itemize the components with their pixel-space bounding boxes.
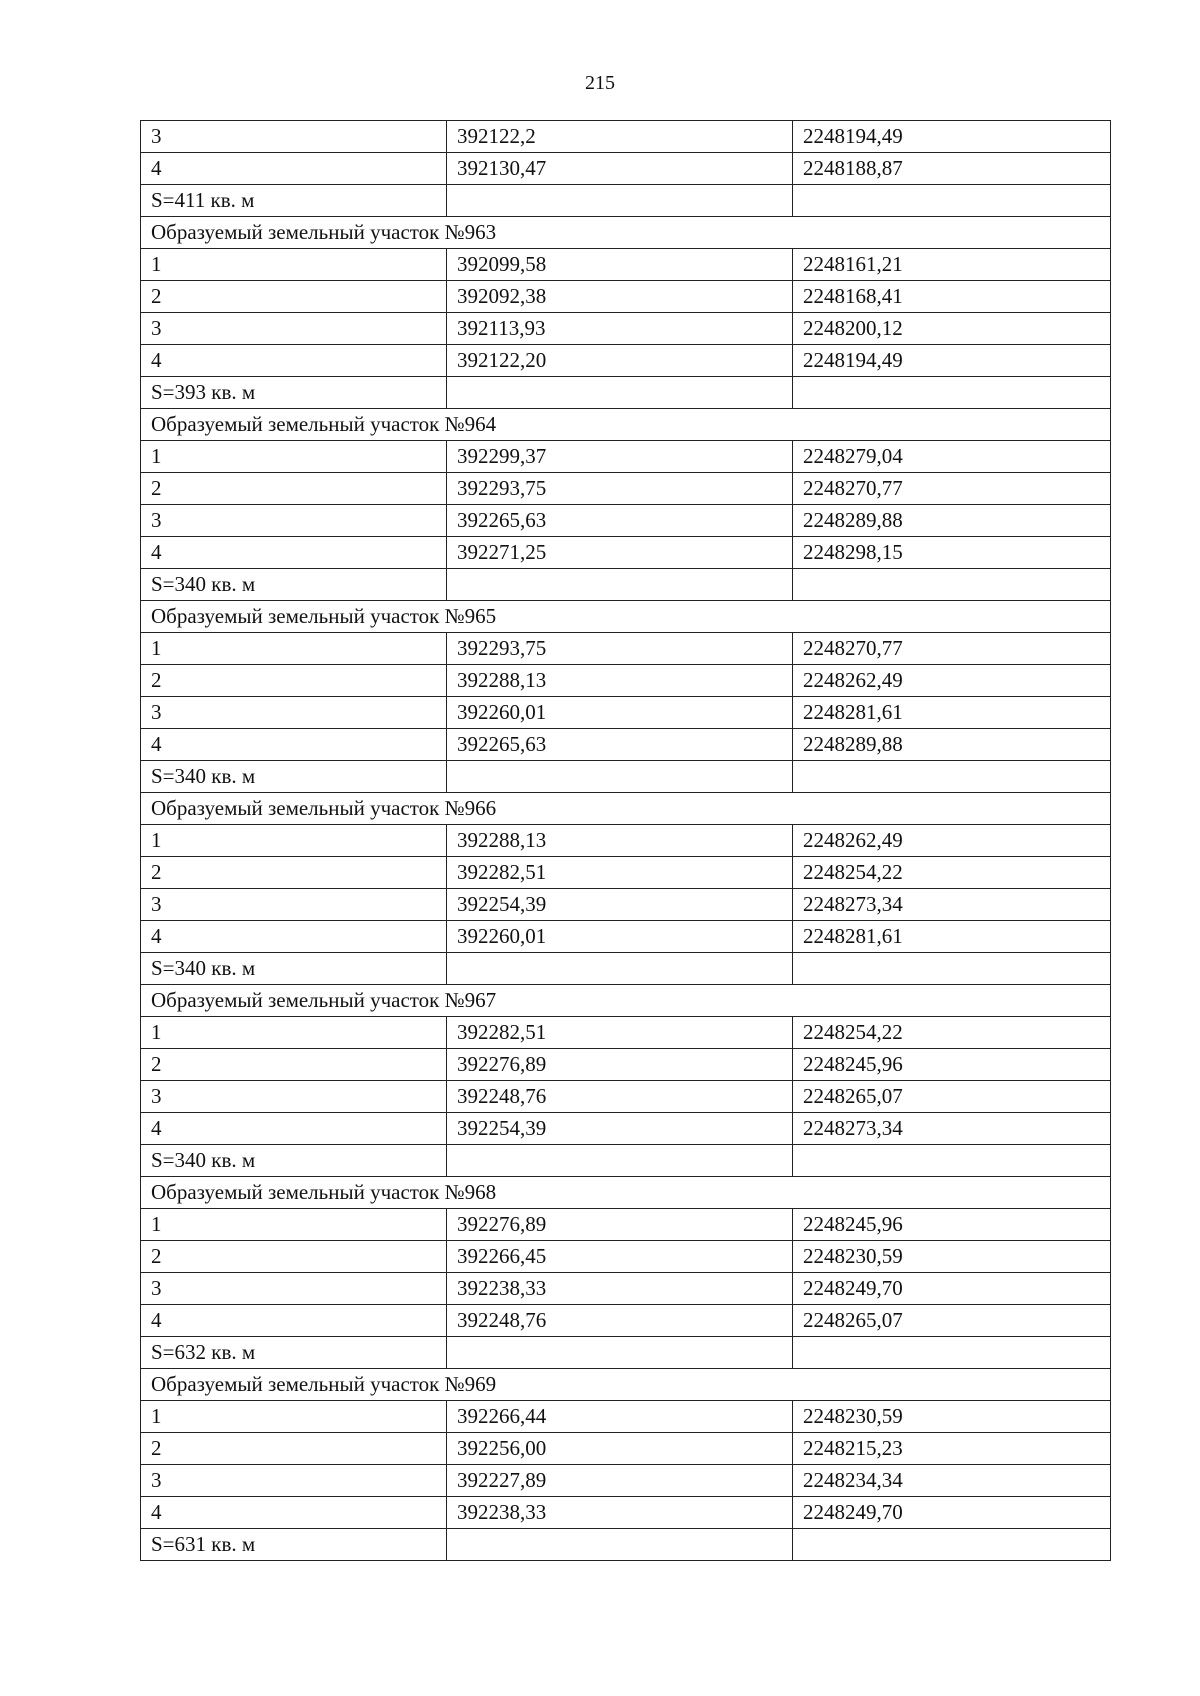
parcel-heading-row (141, 1177, 1111, 1209)
point-row (141, 473, 1111, 505)
x-coordinate-cell: 392288,13 (447, 825, 793, 857)
point-number-cell: 1 (141, 1401, 447, 1433)
y-coordinate-cell: 2248273,34 (793, 889, 1111, 921)
point-number-cell: 3 (141, 313, 447, 345)
point-number-cell: 4 (141, 921, 447, 953)
point-row (141, 153, 1111, 185)
point-number-cell: 4 (141, 1497, 447, 1529)
point-row (141, 313, 1111, 345)
empty-cell (793, 185, 1111, 217)
x-coordinate-cell: 392248,76 (447, 1081, 793, 1113)
x-coordinate-cell: 392113,93 (447, 313, 793, 345)
point-row (141, 1497, 1111, 1529)
y-coordinate-cell: 2248194,49 (793, 345, 1111, 377)
x-coordinate-cell: 392282,51 (447, 857, 793, 889)
y-coordinate-cell: 2248245,96 (793, 1049, 1111, 1081)
empty-cell (447, 185, 793, 217)
parcel-heading: Образуемый земельный участок №963 (141, 217, 1111, 249)
y-coordinate-cell: 2248234,34 (793, 1465, 1111, 1497)
y-coordinate-cell: 2248281,61 (793, 921, 1111, 953)
x-coordinate-cell: 392122,2 (447, 121, 793, 153)
y-coordinate-cell: 2248273,34 (793, 1113, 1111, 1145)
point-row (141, 921, 1111, 953)
empty-cell (793, 761, 1111, 793)
x-coordinate-cell: 392293,75 (447, 473, 793, 505)
point-number-cell: 3 (141, 697, 447, 729)
point-number-cell: 3 (141, 1273, 447, 1305)
y-coordinate-cell: 2248188,87 (793, 153, 1111, 185)
point-number-cell: 1 (141, 1017, 447, 1049)
area-cell: S=340 кв. м (141, 1145, 447, 1177)
point-row (141, 121, 1111, 153)
point-number-cell: 4 (141, 729, 447, 761)
coordinates-table-body (141, 121, 1111, 1561)
point-row (141, 1113, 1111, 1145)
point-row (141, 1081, 1111, 1113)
parcel-area-row (141, 1337, 1111, 1369)
point-row (141, 441, 1111, 473)
y-coordinate-cell: 2248289,88 (793, 729, 1111, 761)
parcel-area-row (141, 761, 1111, 793)
y-coordinate-cell: 2248289,88 (793, 505, 1111, 537)
point-number-cell: 3 (141, 1465, 447, 1497)
x-coordinate-cell: 392248,76 (447, 1305, 793, 1337)
point-number-cell: 2 (141, 1241, 447, 1273)
point-number-cell: 4 (141, 345, 447, 377)
empty-cell (447, 1337, 793, 1369)
x-coordinate-cell: 392271,25 (447, 537, 793, 569)
parcel-heading: Образуемый земельный участок №965 (141, 601, 1111, 633)
y-coordinate-cell: 2248249,70 (793, 1273, 1111, 1305)
empty-cell (793, 377, 1111, 409)
point-number-cell: 2 (141, 665, 447, 697)
y-coordinate-cell: 2248270,77 (793, 633, 1111, 665)
y-coordinate-cell: 2248230,59 (793, 1401, 1111, 1433)
x-coordinate-cell: 392122,20 (447, 345, 793, 377)
parcel-area-row (141, 377, 1111, 409)
point-number-cell: 2 (141, 473, 447, 505)
point-row (141, 249, 1111, 281)
empty-cell (793, 1529, 1111, 1561)
point-row (141, 345, 1111, 377)
y-coordinate-cell: 2248298,15 (793, 537, 1111, 569)
point-number-cell: 1 (141, 1209, 447, 1241)
empty-cell (793, 1337, 1111, 1369)
point-row (141, 665, 1111, 697)
y-coordinate-cell: 2248249,70 (793, 1497, 1111, 1529)
y-coordinate-cell: 2248262,49 (793, 825, 1111, 857)
point-number-cell: 4 (141, 153, 447, 185)
parcel-heading: Образуемый земельный участок №968 (141, 1177, 1111, 1209)
y-coordinate-cell: 2248279,04 (793, 441, 1111, 473)
point-row (141, 1433, 1111, 1465)
parcel-area-row (141, 953, 1111, 985)
point-row (141, 633, 1111, 665)
point-number-cell: 4 (141, 1113, 447, 1145)
x-coordinate-cell: 392260,01 (447, 697, 793, 729)
x-coordinate-cell: 392130,47 (447, 153, 793, 185)
point-number-cell: 1 (141, 249, 447, 281)
parcel-heading: Образуемый земельный участок №964 (141, 409, 1111, 441)
parcel-heading: Образуемый земельный участок №966 (141, 793, 1111, 825)
x-coordinate-cell: 392265,63 (447, 505, 793, 537)
point-row (141, 1049, 1111, 1081)
point-row (141, 505, 1111, 537)
x-coordinate-cell: 392256,00 (447, 1433, 793, 1465)
y-coordinate-cell: 2248161,21 (793, 249, 1111, 281)
point-row (141, 729, 1111, 761)
x-coordinate-cell: 392254,39 (447, 889, 793, 921)
parcel-heading-row (141, 1369, 1111, 1401)
point-row (141, 857, 1111, 889)
y-coordinate-cell: 2248168,41 (793, 281, 1111, 313)
point-number-cell: 4 (141, 537, 447, 569)
parcel-heading-row (141, 217, 1111, 249)
empty-cell (793, 569, 1111, 601)
point-row (141, 1401, 1111, 1433)
point-number-cell: 3 (141, 889, 447, 921)
parcel-heading-row (141, 793, 1111, 825)
x-coordinate-cell: 392282,51 (447, 1017, 793, 1049)
y-coordinate-cell: 2248245,96 (793, 1209, 1111, 1241)
point-number-cell: 3 (141, 1081, 447, 1113)
x-coordinate-cell: 392238,33 (447, 1497, 793, 1529)
area-cell: S=411 кв. м (141, 185, 447, 217)
x-coordinate-cell: 392238,33 (447, 1273, 793, 1305)
area-cell: S=631 кв. м (141, 1529, 447, 1561)
point-row (141, 537, 1111, 569)
x-coordinate-cell: 392265,63 (447, 729, 793, 761)
y-coordinate-cell: 2248265,07 (793, 1305, 1111, 1337)
point-row (141, 1273, 1111, 1305)
point-row (141, 825, 1111, 857)
parcel-area-row (141, 185, 1111, 217)
empty-cell (447, 1529, 793, 1561)
parcel-area-row (141, 1529, 1111, 1561)
empty-cell (447, 953, 793, 985)
point-number-cell: 1 (141, 633, 447, 665)
parcel-heading: Образуемый земельный участок №969 (141, 1369, 1111, 1401)
point-row (141, 889, 1111, 921)
y-coordinate-cell: 2248215,23 (793, 1433, 1111, 1465)
point-number-cell: 3 (141, 121, 447, 153)
x-coordinate-cell: 392254,39 (447, 1113, 793, 1145)
point-number-cell: 4 (141, 1305, 447, 1337)
point-number-cell: 1 (141, 825, 447, 857)
point-row (141, 1209, 1111, 1241)
x-coordinate-cell: 392266,44 (447, 1401, 793, 1433)
y-coordinate-cell: 2248262,49 (793, 665, 1111, 697)
x-coordinate-cell: 392288,13 (447, 665, 793, 697)
area-cell: S=632 кв. м (141, 1337, 447, 1369)
empty-cell (793, 953, 1111, 985)
x-coordinate-cell: 392299,37 (447, 441, 793, 473)
point-number-cell: 2 (141, 1049, 447, 1081)
area-cell: S=340 кв. м (141, 569, 447, 601)
page-number: 215 (585, 72, 615, 94)
x-coordinate-cell: 392260,01 (447, 921, 793, 953)
y-coordinate-cell: 2248254,22 (793, 857, 1111, 889)
y-coordinate-cell: 2248281,61 (793, 697, 1111, 729)
parcel-heading-row (141, 409, 1111, 441)
x-coordinate-cell: 392293,75 (447, 633, 793, 665)
y-coordinate-cell: 2248230,59 (793, 1241, 1111, 1273)
point-number-cell: 3 (141, 505, 447, 537)
empty-cell (447, 1145, 793, 1177)
y-coordinate-cell: 2248200,12 (793, 313, 1111, 345)
x-coordinate-cell: 392276,89 (447, 1049, 793, 1081)
y-coordinate-cell: 2248194,49 (793, 121, 1111, 153)
parcel-heading-row (141, 601, 1111, 633)
y-coordinate-cell: 2248254,22 (793, 1017, 1111, 1049)
x-coordinate-cell: 392276,89 (447, 1209, 793, 1241)
coordinates-table (140, 120, 1111, 1561)
point-row (141, 1465, 1111, 1497)
empty-cell (447, 761, 793, 793)
y-coordinate-cell: 2248265,07 (793, 1081, 1111, 1113)
empty-cell (447, 377, 793, 409)
x-coordinate-cell: 392092,38 (447, 281, 793, 313)
point-number-cell: 2 (141, 1433, 447, 1465)
area-cell: S=340 кв. м (141, 761, 447, 793)
x-coordinate-cell: 392227,89 (447, 1465, 793, 1497)
x-coordinate-cell: 392266,45 (447, 1241, 793, 1273)
y-coordinate-cell: 2248270,77 (793, 473, 1111, 505)
parcel-area-row (141, 569, 1111, 601)
point-row (141, 1017, 1111, 1049)
empty-cell (793, 1145, 1111, 1177)
empty-cell (447, 569, 793, 601)
area-cell: S=393 кв. м (141, 377, 447, 409)
parcel-heading: Образуемый земельный участок №967 (141, 985, 1111, 1017)
parcel-heading-row (141, 985, 1111, 1017)
point-row (141, 281, 1111, 313)
parcel-area-row (141, 1145, 1111, 1177)
point-number-cell: 2 (141, 281, 447, 313)
point-row (141, 697, 1111, 729)
point-number-cell: 2 (141, 857, 447, 889)
point-row (141, 1241, 1111, 1273)
point-row (141, 1305, 1111, 1337)
point-number-cell: 1 (141, 441, 447, 473)
area-cell: S=340 кв. м (141, 953, 447, 985)
x-coordinate-cell: 392099,58 (447, 249, 793, 281)
